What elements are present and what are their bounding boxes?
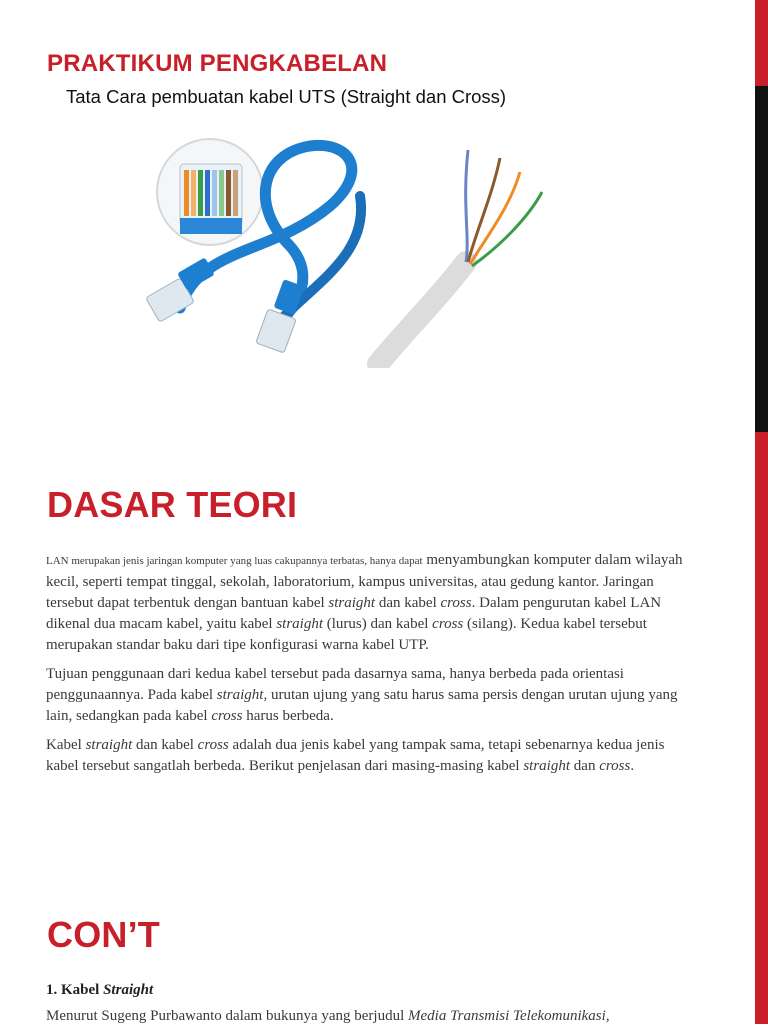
term-italic: straight xyxy=(276,616,324,632)
slide-1 xyxy=(0,0,768,432)
text-span: (silang). Kedua kabel tersebut merupakan standar baku dari tipe konfigurasi warna kabel UTP. xyxy=(46,616,647,653)
text-span: Kabel xyxy=(46,737,82,753)
text-span: dan xyxy=(573,758,596,774)
slide-title: DASAR TEORI xyxy=(47,484,298,525)
term-italic: straight xyxy=(523,758,571,774)
rj45-plug-icon xyxy=(146,257,305,353)
text-span: dan kabel xyxy=(136,737,194,753)
slide-2 xyxy=(0,432,768,864)
slide-subtitle: Tata Cara pembuatan kabel UTS (Straight dan Cross) xyxy=(66,86,507,107)
text-span: , urutan ujung yang satu harus sama persis dengan urutan ujung yang lain, sedangkan pada kabel xyxy=(46,687,678,724)
book-title: Media Transmisi Telekomunikasi xyxy=(408,1008,606,1024)
text-span: Menurut Sugeng Purbawanto dalam bukunya yang berjudul xyxy=(46,1008,405,1024)
list-heading xyxy=(46,982,153,999)
term-italic: straight xyxy=(216,687,264,703)
stripped-cable-icon xyxy=(378,150,542,364)
list-number: 1. Kabel xyxy=(46,982,100,998)
body-text xyxy=(46,550,686,785)
paragraph xyxy=(46,664,686,727)
term-italic: straight xyxy=(85,737,133,753)
text-span: menyambungkan xyxy=(426,552,530,568)
text-span: dan kabel xyxy=(378,595,437,611)
term-italic: cross xyxy=(197,737,229,753)
paragraph xyxy=(46,735,686,777)
accent-bar xyxy=(755,432,768,864)
term-italic: cross xyxy=(440,595,472,611)
text-span: . Dalam pengurutan kabel LAN dikenal dua macam kabel, yaitu kabel xyxy=(46,595,662,632)
rj45-closeup-icon xyxy=(157,139,263,245)
slide-title: CON’T xyxy=(47,914,160,955)
term-italic: cross xyxy=(599,758,631,774)
utp-cable-illustration xyxy=(140,136,560,368)
text-span: komputer dalam wilayah kecil, seperti tempat tinggal, sekolah, laboratorium, kampus universitas, atau gedung kantor. Jaringan tersebut dapat terbentuk dengan bantuan kabel xyxy=(46,552,683,611)
text-span: LAN merupakan jenis jaringan komputer yang luas cakupannya terbatas, hanya dapat xyxy=(46,555,423,567)
text-span: (lurus) dan kabel xyxy=(326,616,429,632)
term-italic: Straight xyxy=(103,982,154,998)
text-span: adalah dua jenis kabel yang tampak sama, tetapi sebenarnya kedua jenis kabel tersebut sangatlah berbeda. Berikut penjelasan dari masing-masing kabel xyxy=(46,737,665,774)
dark-side-bar xyxy=(755,86,768,432)
slide-3 xyxy=(0,864,768,1024)
paragraph xyxy=(46,1008,610,1025)
term-italic: cross xyxy=(211,708,243,724)
paragraph xyxy=(46,550,686,656)
text-span: Tujuan penggunaan dari kedua kabel tersebut pada dasarnya sama, hanya berbeda pada orientasi penggunaannya. Pada kabel xyxy=(46,666,624,703)
text-span: . xyxy=(630,758,635,774)
term-italic: cross xyxy=(432,616,464,632)
accent-bar xyxy=(755,864,768,1024)
slide-title: PRAKTIKUM PENGKABELAN xyxy=(47,50,388,77)
text-span: harus berbeda. xyxy=(246,708,334,724)
term-italic: straight xyxy=(328,595,376,611)
accent-bar xyxy=(755,0,768,86)
text-span: , xyxy=(605,1008,610,1024)
